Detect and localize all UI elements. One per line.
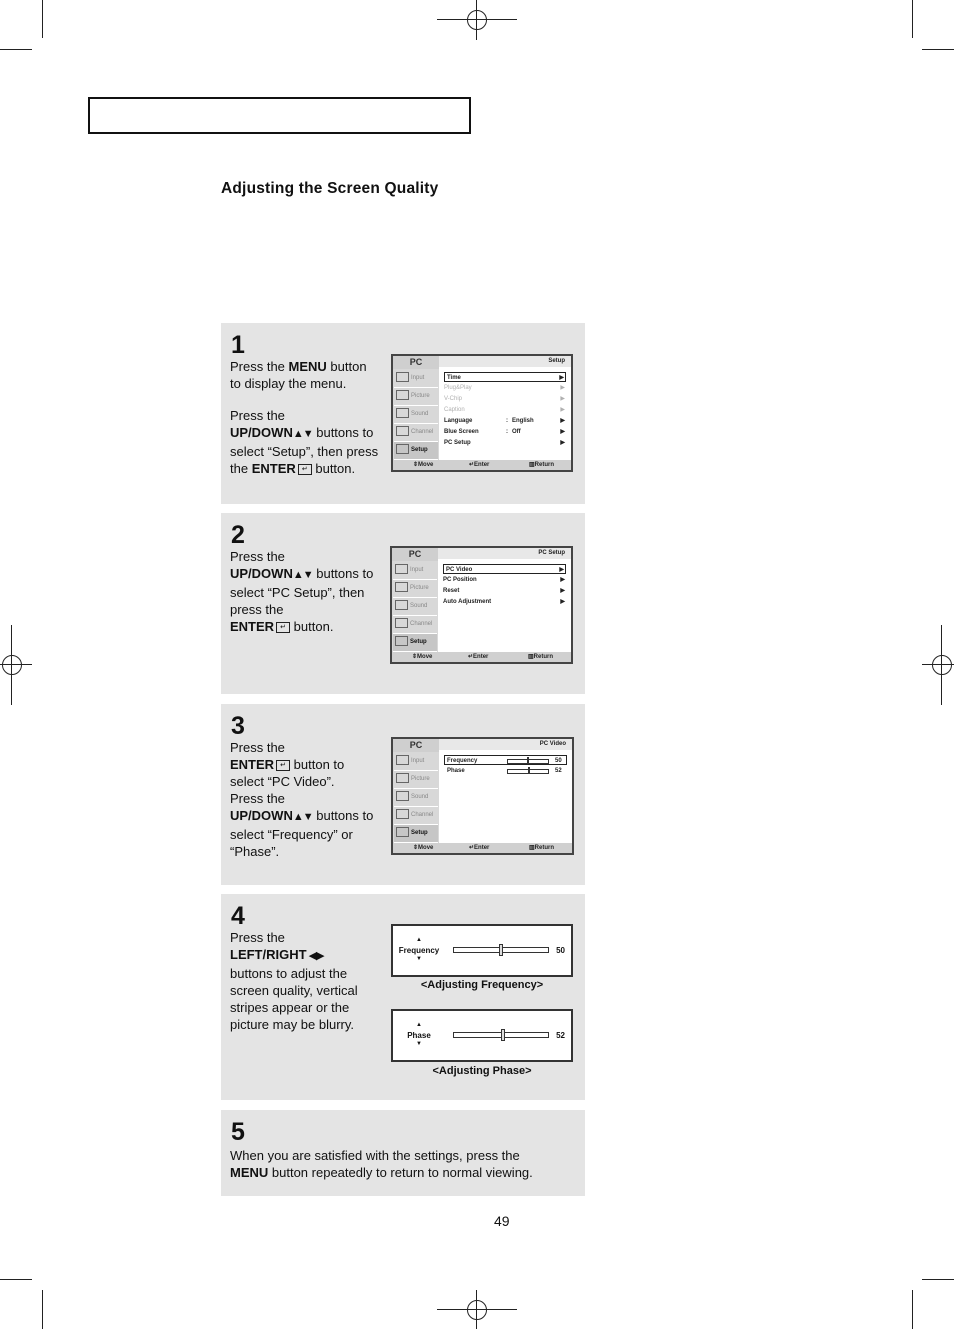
- picture-icon: [396, 773, 409, 783]
- arrow-right-icon: ▶: [559, 375, 564, 381]
- registration-mark: [476, 1290, 477, 1329]
- crop-mark: [912, 0, 913, 38]
- osd-title: PC Video: [539, 741, 566, 747]
- antenna-icon: [396, 426, 409, 436]
- osd-tab-channel: Channel: [394, 807, 438, 825]
- setup-icon: [396, 827, 409, 837]
- step-number: 2: [231, 521, 245, 549]
- frequency-slider: [507, 759, 549, 764]
- input-icon: [396, 372, 409, 382]
- phase-slider: [453, 1032, 549, 1038]
- registration-mark: [437, 19, 517, 20]
- osd-tab-input: Input: [394, 753, 438, 771]
- slider-knob: [499, 944, 503, 956]
- up-down-arrows-icon: ▲▼: [292, 811, 313, 823]
- step-instructions: When you are satisfied with the settings, press the MENU button repeatedly to return to normal viewing.: [230, 1148, 533, 1180]
- slider-knob: [528, 767, 530, 774]
- step-instructions: Press the UP/DOWN▲▼ buttons to select “PC Setup”, then press the ENTER ↵ button.: [230, 549, 374, 634]
- enter-icon: ↵: [276, 760, 290, 771]
- crop-mark: [922, 1279, 954, 1280]
- arrow-right-icon: ▶: [560, 577, 565, 583]
- arrow-right-icon: ▶: [560, 429, 565, 435]
- step-2: [221, 513, 585, 694]
- page-number: 49: [494, 1213, 510, 1229]
- arrow-right-icon: ▶: [560, 588, 565, 594]
- step-3: [221, 704, 585, 885]
- registration-mark: [922, 664, 954, 665]
- osd-setup-menu: [391, 354, 573, 472]
- osd-item: PC Setup ▶: [444, 440, 565, 446]
- setup-icon: [395, 636, 408, 646]
- picture-icon: [396, 390, 409, 400]
- up-down-arrows-icon: ▲▼: [292, 428, 313, 440]
- osd-tab-setup: Setup: [393, 634, 437, 652]
- arrow-right-icon: ▶: [560, 407, 565, 413]
- setup-icon: [396, 444, 409, 454]
- phase-adjust-box: ▲ Phase ▼ 52: [391, 1009, 573, 1062]
- antenna-icon: [396, 809, 409, 819]
- crop-mark: [912, 1290, 913, 1329]
- speaker-icon: [396, 791, 409, 801]
- crop-mark: [0, 49, 32, 50]
- osd-item: Plug&Play ▶: [444, 385, 565, 391]
- registration-mark: [0, 664, 32, 665]
- slider-knob: [527, 757, 529, 764]
- step-1: [221, 323, 585, 504]
- crop-mark: [42, 0, 43, 38]
- antenna-icon: [395, 618, 408, 628]
- enter-icon: ↵: [298, 464, 312, 475]
- arrow-up-icon: ▲: [416, 1022, 422, 1028]
- osd-item: Blue Screen : Off ▶: [444, 429, 565, 435]
- arrow-right-icon: ▶: [560, 418, 565, 424]
- step-instructions: Press the MENU button to display the menu. Press the UP/DOWN▲▼ buttons to select “Setup”, then press the ENTER ↵ button.: [230, 359, 379, 476]
- registration-mark: [467, 1300, 487, 1320]
- arrow-down-icon: ▼: [416, 956, 422, 962]
- registration-mark: [2, 655, 22, 675]
- arrow-right-icon: ▶: [560, 385, 565, 391]
- osd-tab-setup: Setup: [394, 825, 438, 843]
- osd-title: Setup: [548, 358, 565, 364]
- arrow-up-icon: ▲: [416, 937, 422, 943]
- registration-mark: [476, 0, 477, 40]
- frequency-slider: [453, 947, 549, 953]
- arrow-down-icon: ▼: [416, 1041, 422, 1047]
- registration-mark: [437, 1309, 517, 1310]
- osd-tab-channel: Channel: [394, 424, 438, 442]
- osd-item-frequency: Frequency 50: [444, 755, 567, 765]
- enter-icon: ↵: [276, 622, 290, 633]
- osd-bottom-bar: ⇕ Move ↵ Enter ▥ Return: [392, 652, 571, 662]
- crop-mark: [922, 49, 954, 50]
- crop-mark: [0, 1279, 32, 1280]
- step-number: 4: [231, 902, 245, 930]
- osd-bottom-bar: ⇕ Move ↵ Enter ▥ Return: [393, 843, 572, 853]
- input-icon: [395, 564, 408, 574]
- left-right-arrows-icon: ◀▶: [306, 950, 324, 962]
- osd-item: Reset ▶: [443, 588, 565, 594]
- frequency-caption: <Adjusting Frequency>: [420, 979, 544, 991]
- arrow-right-icon: ▶: [560, 396, 565, 402]
- osd-tab-channel: Channel: [393, 616, 437, 634]
- crop-mark: [42, 1290, 43, 1329]
- registration-mark: [11, 625, 12, 705]
- osd-item: Time ▶: [444, 372, 566, 382]
- step-5: [221, 1110, 585, 1196]
- osd-tab-picture: Picture: [394, 388, 438, 406]
- osd-tab-picture: Picture: [393, 580, 437, 598]
- osd-item: PC Video ▶: [443, 564, 566, 574]
- osd-tab-input: Input: [394, 370, 438, 388]
- osd-item: PC Position ▶: [443, 577, 565, 583]
- step-number: 1: [231, 331, 245, 359]
- osd-tab-sound: Sound: [393, 598, 437, 616]
- osd-title: PC Setup: [538, 550, 565, 556]
- osd-tab-input: Input: [393, 562, 437, 580]
- arrow-right-icon: ▶: [559, 567, 564, 573]
- osd-item: V-Chip ▶: [444, 396, 565, 402]
- osd-pc-label: PC: [392, 548, 438, 561]
- osd-item: Language : English ▶: [444, 418, 565, 424]
- speaker-icon: [396, 408, 409, 418]
- osd-pc-label: PC: [393, 356, 439, 369]
- osd-bottom-bar: ⇕ Move ↵ Enter ▥ Return: [393, 460, 571, 470]
- phase-caption: <Adjusting Phase>: [432, 1065, 532, 1077]
- osd-pc-video-menu: [391, 737, 574, 855]
- speaker-icon: [395, 600, 408, 610]
- registration-mark: [932, 655, 952, 675]
- input-icon: [396, 755, 409, 765]
- arrow-right-icon: ▶: [560, 440, 565, 446]
- osd-pc-label: PC: [393, 739, 439, 752]
- arrow-right-icon: ▶: [560, 599, 565, 605]
- osd-tab-sound: Sound: [394, 406, 438, 424]
- osd-pc-setup-menu: [390, 546, 573, 664]
- registration-mark: [941, 625, 942, 705]
- up-down-arrows-icon: ▲▼: [292, 569, 313, 581]
- phase-slider: [507, 769, 549, 774]
- step-instructions: Press the LEFT/RIGHT ◀▶ buttons to adjust the screen quality, vertical stripes appear or the picture may be blurry.: [230, 930, 358, 1032]
- step-instructions: Press the ENTER ↵ button to select “PC Video”. Press the UP/DOWN▲▼ buttons to select “Frequency” or “Phase”.: [230, 740, 374, 859]
- section-title: Adjusting the Screen Quality: [221, 180, 439, 197]
- step-number: 5: [231, 1118, 245, 1146]
- registration-mark: [467, 10, 487, 30]
- osd-tab-picture: Picture: [394, 771, 438, 789]
- frequency-adjust-box: ▲ Frequency ▼ 50: [391, 924, 573, 977]
- step-number: 3: [231, 712, 245, 740]
- osd-item-phase: Phase 52: [447, 768, 562, 774]
- slider-knob: [501, 1029, 505, 1041]
- osd-item: Caption ▶: [444, 407, 565, 413]
- osd-item: Auto Adjustment ▶: [443, 599, 565, 605]
- header-box: [88, 97, 471, 134]
- osd-tab-sound: Sound: [394, 789, 438, 807]
- picture-icon: [395, 582, 408, 592]
- osd-tab-setup: Setup: [394, 442, 438, 460]
